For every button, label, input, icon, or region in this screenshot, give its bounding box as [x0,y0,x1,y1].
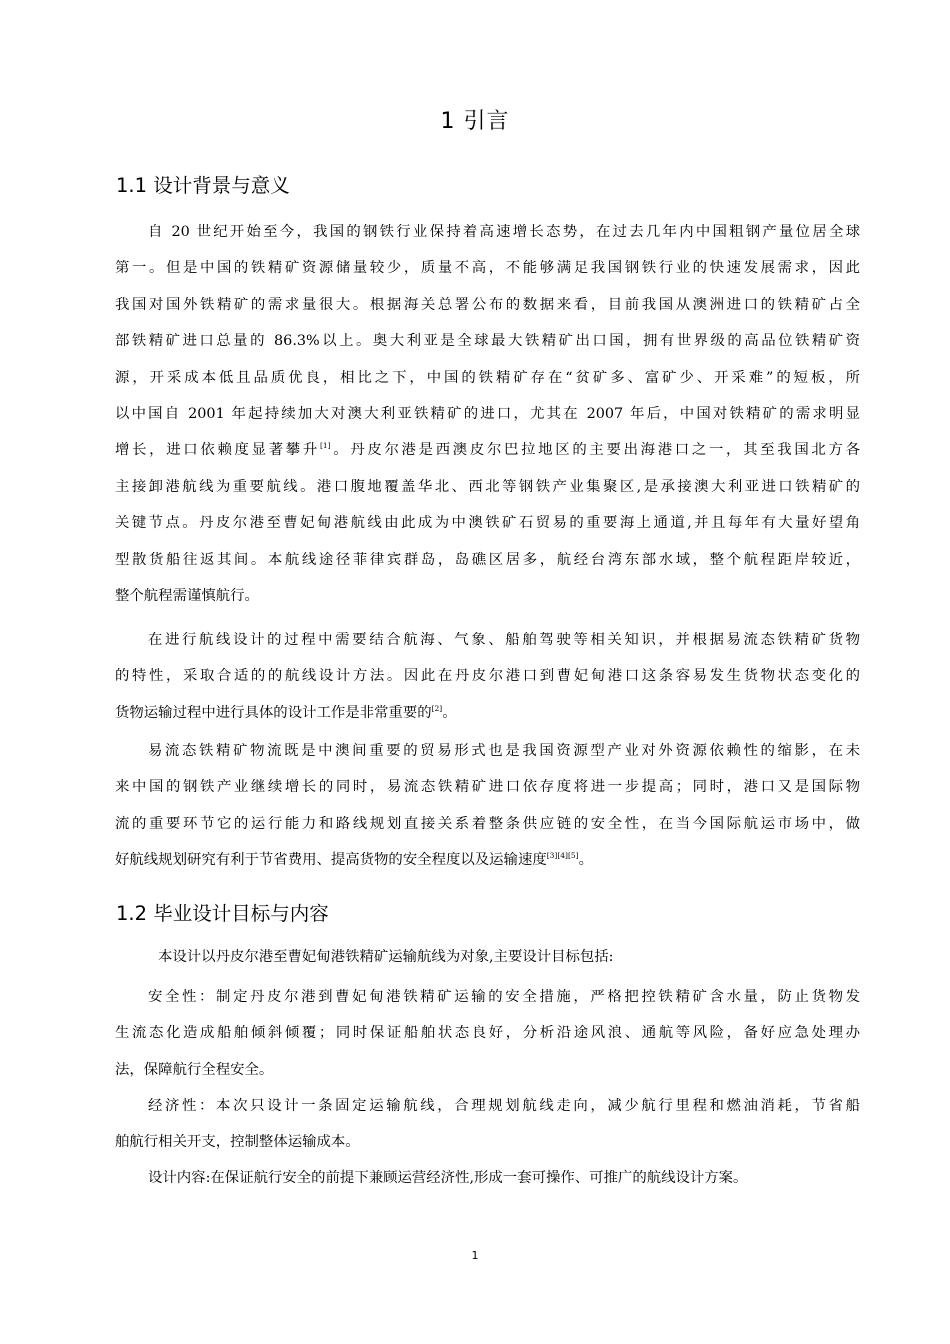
text-line [115,695,860,731]
citation: [2] [431,703,443,713]
paragraph-background [115,214,860,614]
chapter-title: 1 引言 [440,109,510,134]
section-title-1-1: 1.1 设计背景与意义 [116,174,290,197]
page-number: 1 [471,1249,479,1262]
text-line: 本设计以丹皮尔港至曹妃甸港铁精矿运输航线为对象,主要设计目标包括: [158,949,614,965]
text-line: 关键节点。丹皮尔港至曹妃甸港航线由此成为中澳铁矿石贸易的重要海上通道,并且每年有大量好望角 [115,515,860,532]
text-line: 主接卸港航线为重要航线。港口腹地覆盖华北、西北等钢铁产业集聚区,是承接澳大利亚进口铁精矿的 [115,478,860,495]
text-segment: 好航线规划研究有利于节省费用、提高货物的安全程度以及运输速度 [115,852,547,869]
paragraph-logistics [115,733,860,879]
citation: [1] [319,441,331,451]
text-line: 安全性：制定丹皮尔港到曹妃甸港铁精矿运输的安全措施，严格把控铁精矿含水量，防止货物发 [148,989,860,1005]
paragraph-intro [115,939,860,975]
text-segment: 。丹皮尔港是西澳皮尔巴拉地区的主要出海港口之一，其至我国北方各 [330,442,860,459]
text-line [115,842,860,878]
text-line: 生流态化造成船舶倾斜倾覆；同时保证船舶状态良好，分析沿途风浪、通航等风险，备好应急处理办 [115,1025,860,1042]
text-line: 设计内容:在保证航行安全的前提下兼顾运营经济性,形成一套可操作、可推广的航线设计方案。 [148,1170,748,1186]
text-segment: 。 [442,704,457,721]
section-title-1-2: 1.2 毕业设计目标与内容 [116,902,329,925]
text-line: 法，保障航行全程安全。 [115,1061,274,1078]
text-line: 以中国自 2001 年起持续加大对澳大利亚铁精矿的进口，尤其在 2007 年后，中国对铁精矿的需求明显 [115,406,860,423]
text-line: 第一。但是中国的铁精矿资源储量较少，质量不高，不能够满足我国钢铁行业的快速发展需求，因此 [115,260,860,277]
text-line: 经济性：本次只设计一条固定运输航线，合理规划航线走向，减少航行里程和燃油消耗，节省船 [148,1098,860,1114]
text-line: 在进行航线设计的过程中需要结合航海、气象、船舶驾驶等相关知识，并根据易流态铁精矿货物 [148,632,860,648]
paragraph-economy [115,1088,860,1161]
text-line: 流的重要环节它的运行能力和路线规划直接关系着整条供应链的安全性，在当今国际航运市场中，做 [115,815,860,832]
citation: [3][4][5] [546,851,579,861]
paragraph-safety [115,979,860,1088]
text-line: 舶航行相关开支，控制整体运输成本。 [115,1134,360,1151]
text-line: 部铁精矿进口总量的 86.3%以上。奥大利亚是全球最大铁精矿出口国，拥有世界级的高品位铁精矿资 [115,333,860,350]
text-line: 的特性，采取合适的的航线设计方法。因此在丹皮尔港口到曹妃甸港口这条容易发生货物状态变化的 [115,668,860,685]
paragraph-route-design [115,622,860,731]
text-line: 来中国的钢铁产业继续增长的同时，易流态铁精矿进口依存度将进一步提高；同时，港口又是国际物 [115,779,860,796]
text-line [115,432,860,468]
text-line: 易流态铁精矿物流既是中澳间重要的贸易形式也是我国资源型产业对外资源依赖性的缩影，在未 [148,743,860,759]
text-segment: 增长，进口依赖度显著攀升 [115,442,320,459]
text-line: 自 20 世纪开始至今，我国的钢铁行业保持着高速增长态势，在过去几年内中国粗钢产量位居全球 [148,224,860,240]
text-segment: 货物运输过程中进行具体的设计工作是非常重要的 [115,704,432,721]
text-line: 型散货船往返其间。本航线途径菲律宾群岛，岛礁区居多，航经台湾东部水域，整个航程距岸较近， [115,551,860,568]
paragraph-content [115,1160,860,1196]
text-segment: 。 [578,852,594,869]
text-line: 整个航程需谨慎航行。 [115,588,259,605]
text-line: 源，开采成本低且品质优良，相比之下，中国的铁精矿存在“贫矿多、富矿少、开采难”的短板，所 [115,369,860,386]
text-line: 我国对国外铁精矿的需求量很大。根据海关总署公布的数据来看，目前我国从澳洲进口的铁精矿占全 [115,296,860,313]
